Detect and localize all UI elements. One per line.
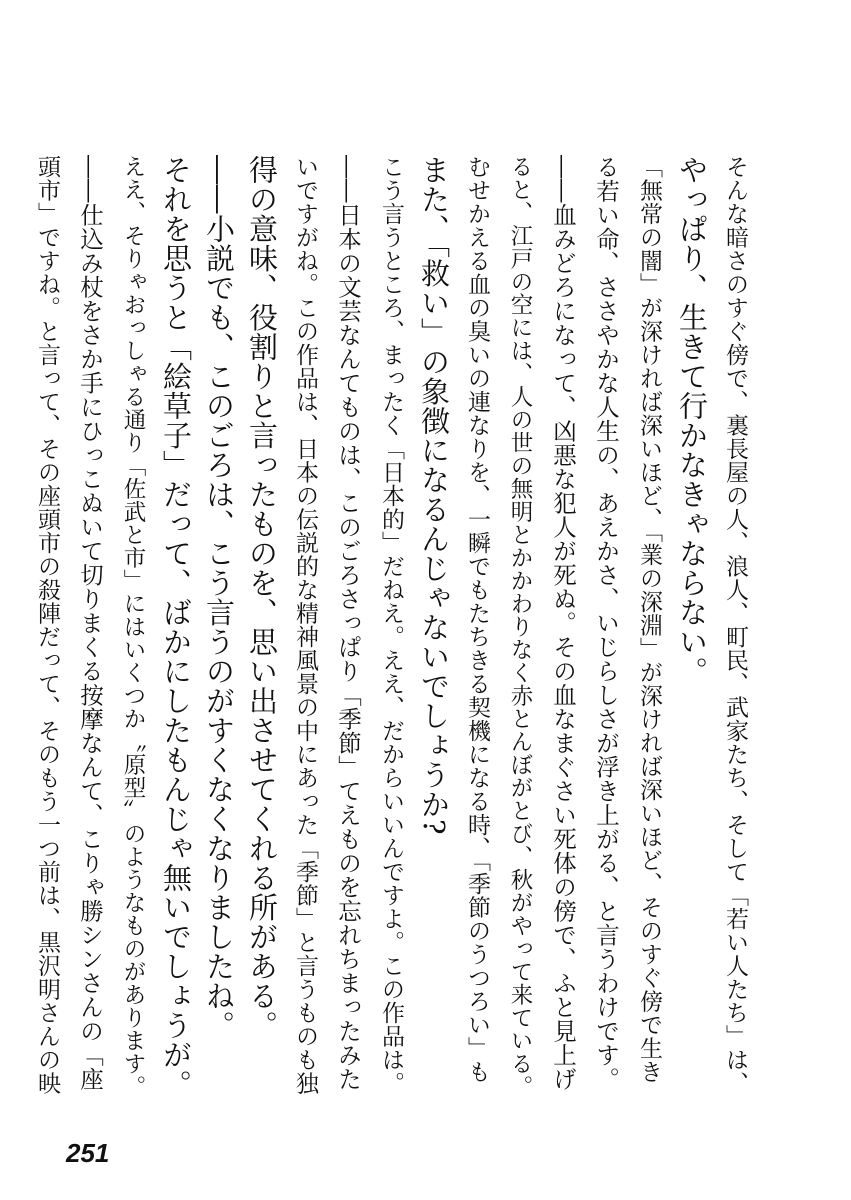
text-line: また、「救い」の象徴になるんじゃないでしょうか? <box>417 155 451 836</box>
text-line: それを思うと「絵草子」だって、ばかにしたもんじゃ無いでしょうが。 <box>159 155 193 1099</box>
text-line: こう言うところ、まったく「日本的」だねえ。ええ、だからいいんですよ。この作品は。 <box>378 155 404 1095</box>
text-line: むせかえる血の臭いの連なりを、一瞬でもたちきる契機になる時、「季節のうつろい」も <box>464 155 490 1084</box>
text-line: ――血みどろになって、凶悪な犯人が死ぬ。その血なまぐさい死体の傍で、ふと見上げ <box>549 155 577 1091</box>
text-line: 頭市」ですね。と言って、その座頭市の殺陣だって、そのもう一つ前は、黒沢明さんの映 <box>34 155 60 1095</box>
page-number: 251 <box>66 1138 110 1168</box>
text-line: やっぱり、生きて行かなきゃならない。 <box>675 155 709 686</box>
text-line: いですがね。この作品は、日本の伝説的な精神風景の中にあった「季節」と言うものも独 <box>292 155 318 1095</box>
text-line: ――日本の文芸なんてものは、このごろさっぱり「季節」てえものを忘れちまったみた <box>334 155 362 1091</box>
text-line: ――小説でも、このごろは、こう言うのがすくなくなりましたね。 <box>202 155 236 1040</box>
vertical-text-body <box>25 155 756 1100</box>
text-line: そんな暗さのすぐ傍で、裏長屋の人、浪人、町民、武家たち、そして「若い人たち」は、 <box>722 155 748 1095</box>
text-line: る若い命、ささやかな人生の、あえかさ、いじらしさが浮き上がる、と言うわけです。 <box>592 155 620 1091</box>
text-line: ると、江戸の空には、人の世の無明とかかわりなく赤とんぼがとび、秋がやって来ている。 <box>507 155 533 1098</box>
text-line: 得の意味、役割りと言ったものを、思い出させてくれる所がある。 <box>245 155 279 1040</box>
text-line: ――仕込み杖をさか手にひっこぬいて切りまくる按摩なんて、こりゃ勝シンさんの「座 <box>76 155 104 1091</box>
text-line: ええ、そりゃおっしゃる通り「佐武と市」にはいくつか〝原型〟のようなものがあります。 <box>120 155 146 1098</box>
text-line: 「無常の闇」が深ければ深いほど、「業の深淵」が深ければ深いほど、そのすぐ傍で生き <box>636 155 662 1084</box>
